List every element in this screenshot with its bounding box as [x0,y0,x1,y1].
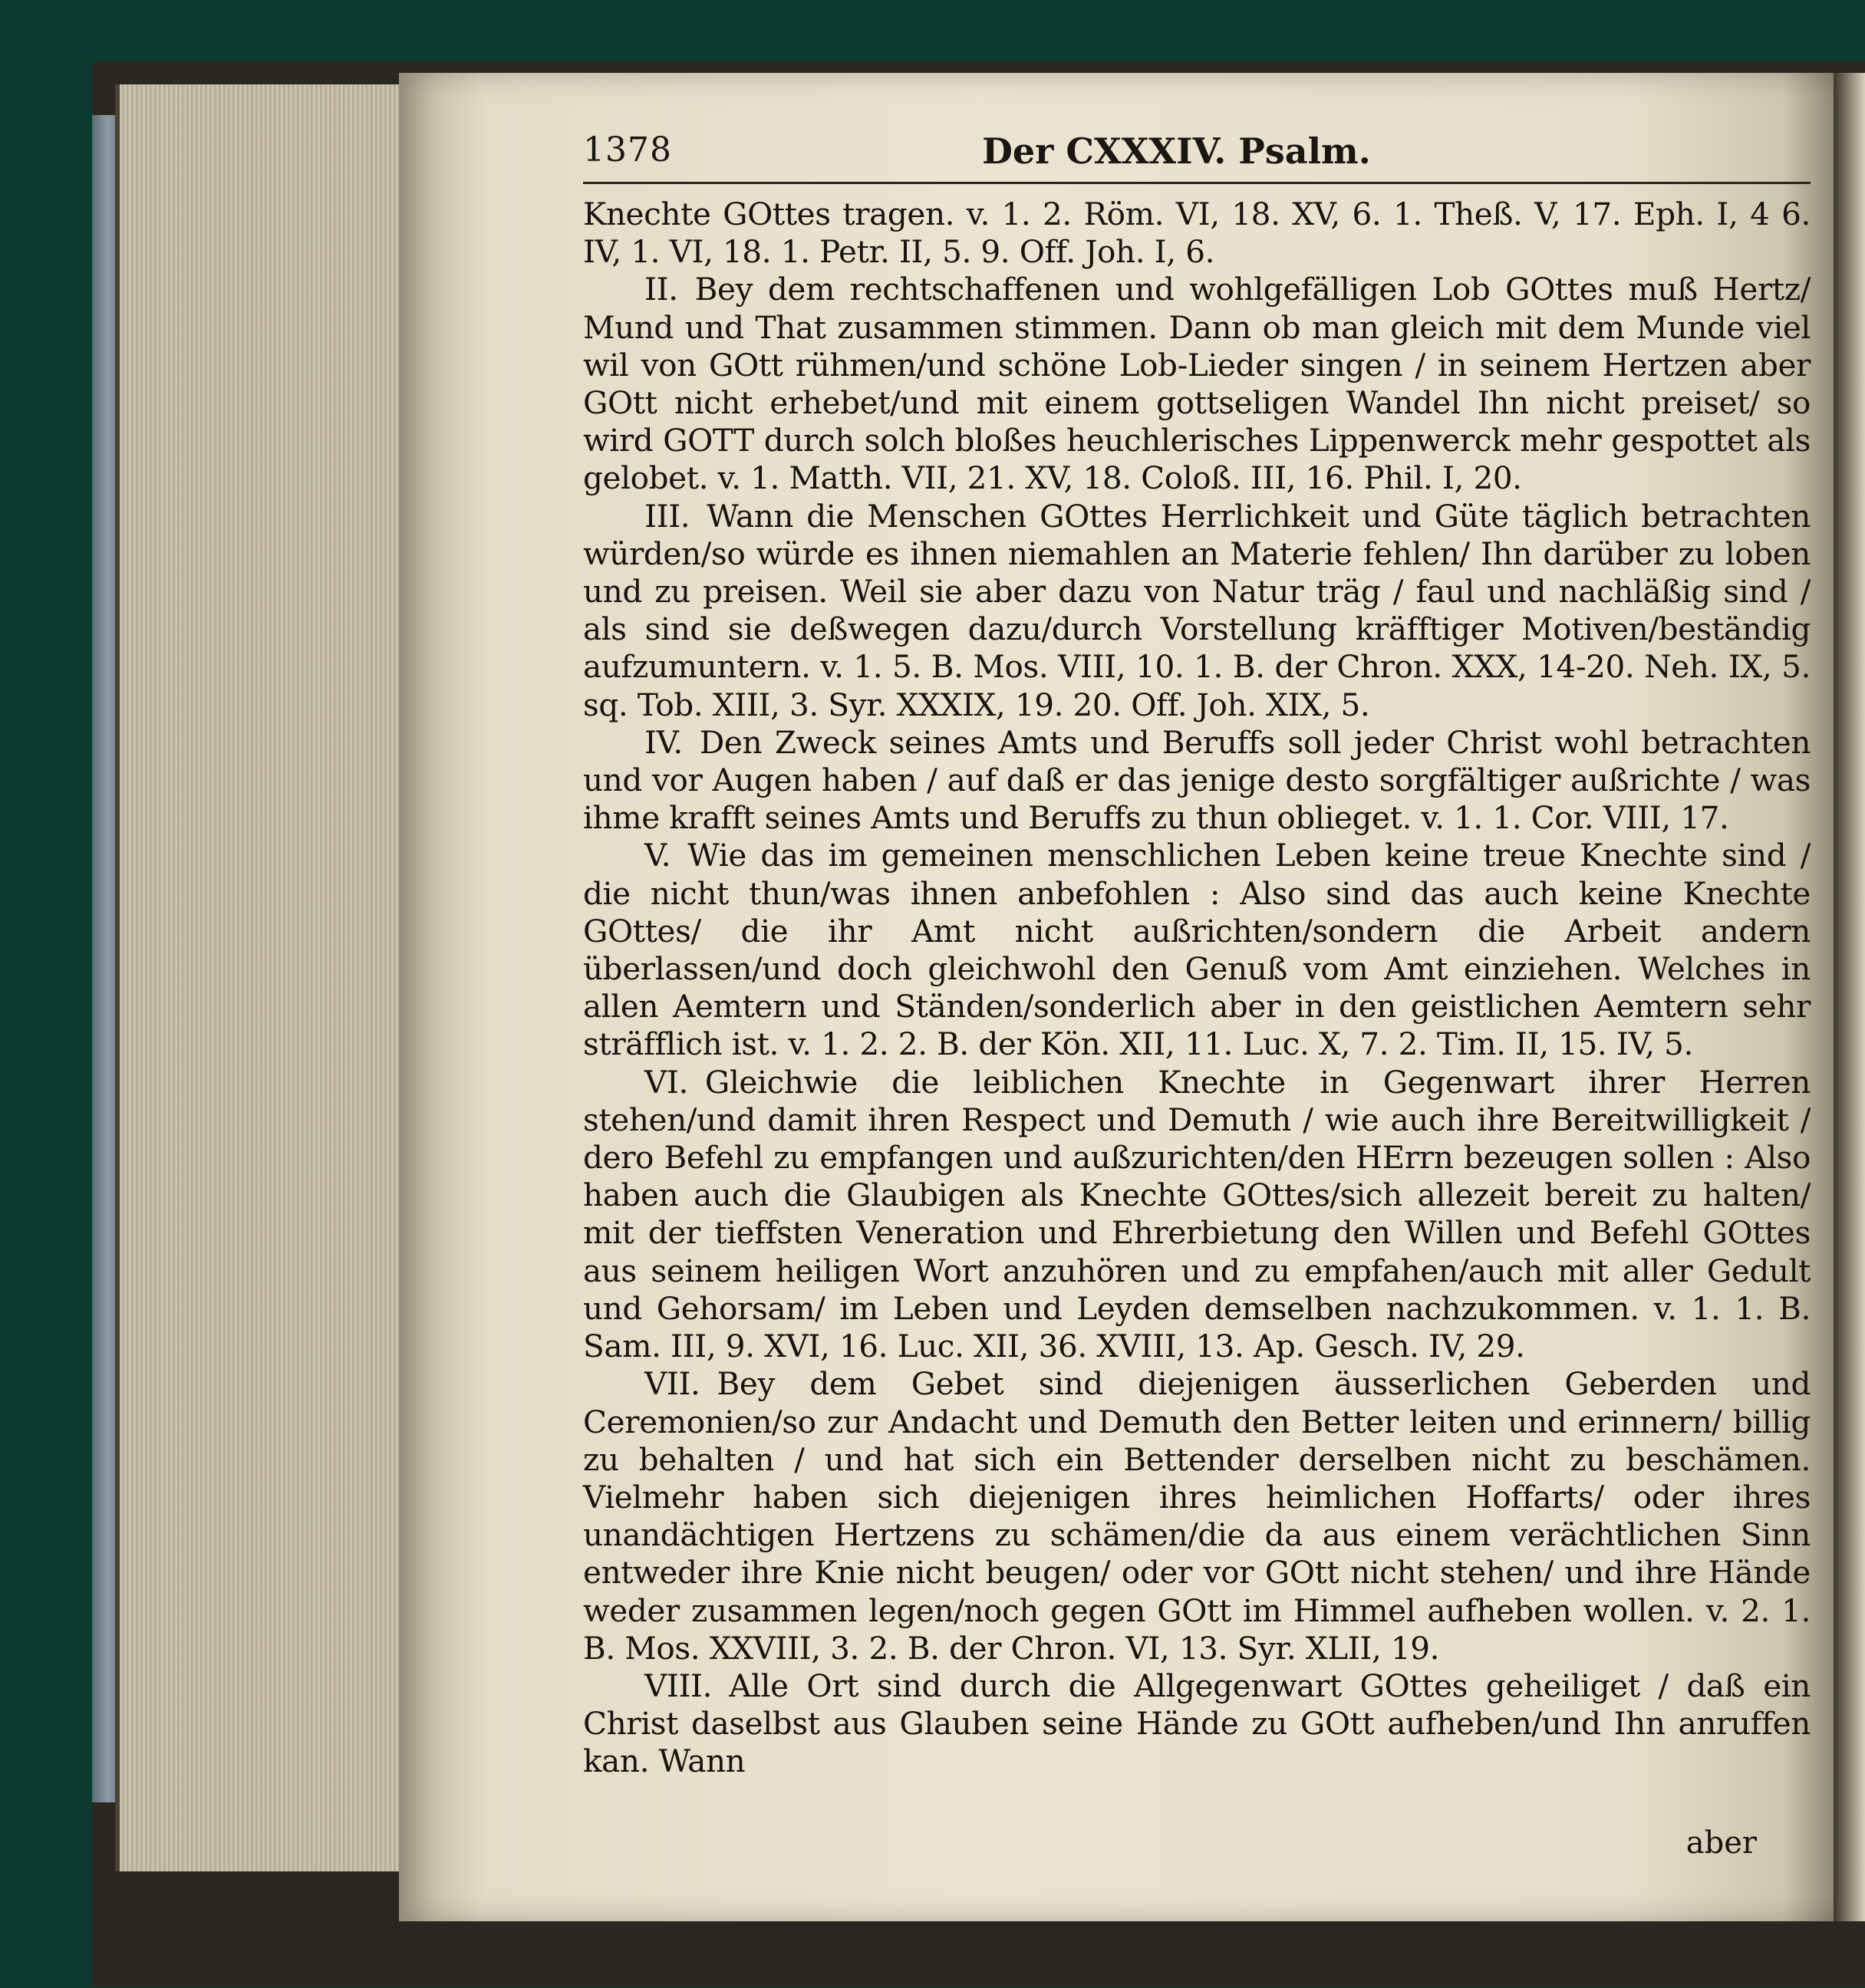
header-rule [583,182,1811,184]
paragraph-text: Knechte GOttes tragen. v. 1. 2. Röm. VI, 18. XV, 6. 1. Theß. V, 17. Eph. I, 4 6. IV, 1. VI, 18. 1. Petr. II, 5. 9. Off. Joh. I, 6. [583,196,1811,271]
paragraph-number: VI. [644,1063,688,1101]
paragraph-text: Wie das im gemeinen menschlichen Leben keine treue Knechte sind / die nicht thun/was ihnen anbefohlen : Also sind das auch keine Knechte GOttes/ die ihr Amt nicht außrichten/sondern die Arbeit andern überlassen/und doch gleichwohl den Genuß vom Amt einziehen. Welches in allen Aemtern und Ständen/sonderlich aber in den geistlichen Aemtern sehr sträfflich ist. v. 1. 2. 2. B. der Kön. XII, 11. Luc. X, 7. 2. Tim. II, 15. IV, 5. [583,837,1811,1063]
paragraph-number: III. [644,497,690,535]
page-number: 1378 [583,130,672,170]
paragraph-text: Bey dem rechtschaffenen und wohlgefälligen Lob GOttes muß Hertz/ Mund und That zusammen stimmen. Dann ob man gleich mit dem Munde viel wil von GOtt rühmen/und schöne Lob-Lieder singen / in seinem Hertzen aber GOtt nicht erhebet/und mit einem gottseligen Wandel Ihn nicht preiset/ so wird GOTT durch solch bloßes heuchlerisches Lippenwerck mehr gespottet als gelobet. v. 1. Matth. VII, 21. XV, 18. Coloß. III, 16. Phil. I, 20. [583,271,1811,497]
paragraph-text: Gleichwie die leiblichen Knechte in Gegenwart ihrer Herren stehen/und damit ihren Respect und Demuth / wie auch ihre Bereitwilligkeit / dero Befehl zu empfangen und außzurichten/den HErrn bezeugen sollen : Also haben auch die Glaubigen als Knechte GOttes/sich allezeit bereit zu halten/ mit der tieffsten Veneration und Ehrerbietung den Willen und Befehl GOttes aus seinem heiligen Wort anzuhören und zu empfahen/auch mit aller Gedult und Gehorsam/ im Leben und Leyden demselben nachzukommen. v. 1. 1. B. Sam. III, 9. XVI, 16. Luc. XII, 36. XVIII, 13. Ap. Gesch. IV, 29. [583,1063,1811,1365]
paragraph-viii [583,1667,1811,1781]
paragraph-iv [583,724,1811,838]
paragraph-text: Den Zweck seines Amts und Beruffs soll jeder Christ wohl betrachten und vor Augen haben / auf daß er das jenige desto sorgfältiger außrichte / was ihme krafft seines Amts und Beruffs zu thun oblieget. v. 1. 1. Cor. VIII, 17. [583,723,1811,837]
facing-page-edge [1834,73,1865,1921]
paragraph-number: VIII. [644,1667,713,1704]
paragraph-text: Wann die Menschen GOttes Herrlichkeit und Güte täglich betrachten würden/so würde es ihnen niemahlen an Materie fehlen/ Ihn darüber zu loben und zu preisen. Weil sie aber dazu von Natur träg / faul und nachläßig sind / als sind sie deßwegen dazu/durch Vorstellung kräfftiger Motiven/beständig aufzumuntern. v. 1. 5. B. Mos. VIII, 10. 1. B. der Chron. XXX, 14-20. Neh. IX, 5. sq. Tob. XIII, 3. Syr. XXXIX, 19. 20. Off. Joh. XIX, 5. [583,497,1811,723]
paragraph-number: II. [644,271,678,308]
paragraph-continuation [583,196,1811,271]
book-page [399,73,1841,1921]
paragraph-text: Alle Ort sind durch die Allgegenwart GOttes geheiliget / daß ein Christ daselbst aus Glauben seine Hände zu GOtt aufheben/und Ihn anruffen kan. Wann [583,1667,1811,1780]
paragraph-number: IV. [644,723,683,761]
page-edges [115,84,411,1871]
page-body [583,196,1811,1781]
paragraph-v [583,837,1811,1063]
catchword: aber [1685,1825,1757,1861]
paragraph-iii [583,498,1811,724]
paragraph-number: VII. [644,1365,700,1403]
paragraph-vi [583,1064,1811,1366]
paragraph-vii [583,1365,1811,1667]
running-title: Der CXXXIV. Psalm. [982,130,1371,172]
paragraph-text: Bey dem Gebet sind diejenigen äusserlichen Geberden und Ceremonien/so zur Andacht und Demuth den Better leiten und erinnern/ billig zu behalten / und hat sich ein Bettender derselben nicht zu beschämen. Vielmehr haben sich diejenigen ihres heimlichen Hoffarts/ oder ihres unandächtigen Hertzens zu schämen/die da aus einem verächtlichen Sinn entweder ihre Knie nicht beugen/ oder vor GOtt nicht stehen/ und ihre Hände weder zusammen legen/noch gegen GOtt im Himmel aufheben wollen. v. 2. 1. B. Mos. XXVIII, 3. 2. B. der Chron. VI, 13. Syr. XLII, 19. [583,1365,1811,1667]
paragraph-number: V. [644,837,671,874]
paragraph-ii [583,271,1811,497]
